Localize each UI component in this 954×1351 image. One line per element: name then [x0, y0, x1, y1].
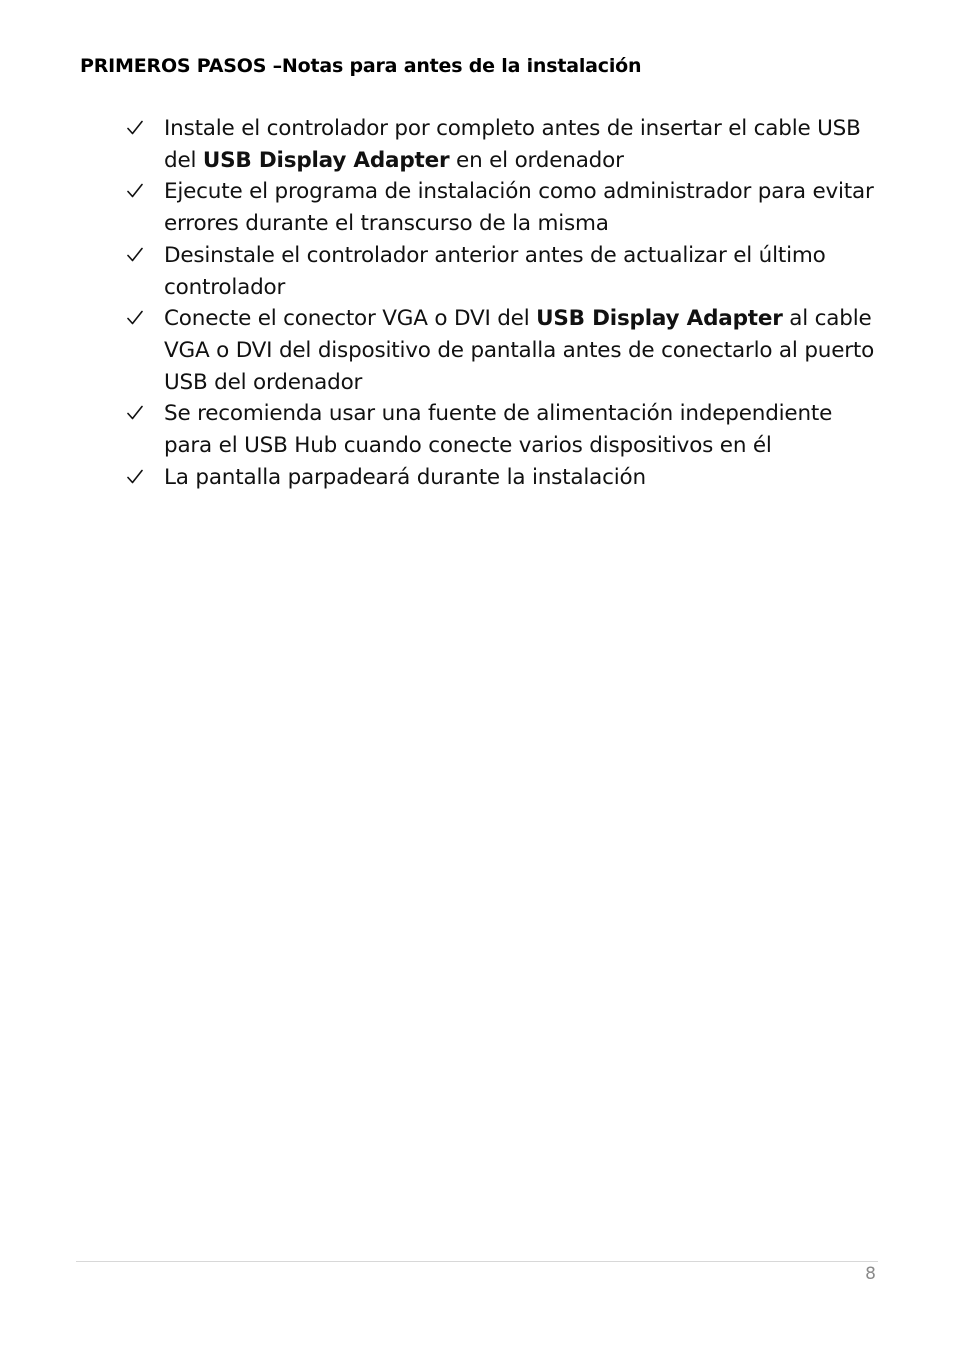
item-text: Desinstale el controlador anterior antes de actualizar el último controlador [164, 242, 826, 300]
checklist-item [126, 176, 882, 239]
checklist-item [126, 462, 882, 494]
checklist-item [126, 113, 882, 176]
checkmark-icon [126, 119, 144, 137]
page-number: 8 [865, 1264, 876, 1284]
item-text: La pantalla parpadeará durante la instalación [164, 464, 646, 490]
checkmark-icon [126, 468, 144, 486]
item-text: Conecte el conector VGA o DVI del [164, 306, 537, 332]
item-text: Ejecute el programa de instalación como administrador para evitar errores durante el transcurso de la misma [164, 179, 874, 237]
checklist [126, 113, 882, 493]
checkmark-icon [126, 309, 144, 327]
checklist-item [126, 303, 882, 398]
section-heading: PRIMEROS PASOS –Notas para antes de la instalación [80, 55, 642, 77]
checkmark-icon [126, 246, 144, 264]
checklist-item [126, 240, 882, 303]
product-name: USB Display Adapter [202, 147, 450, 173]
item-text: Se recomienda usar una fuente de alimentación independiente para el USB Hub cuando conecte varios dispositivos en él [164, 401, 833, 459]
checkmark-icon [126, 404, 144, 422]
product-name: USB Display Adapter [536, 306, 783, 332]
checklist-item [126, 398, 882, 461]
item-text: Instale el controlador por completo antes de insertar el cable USB del [164, 116, 861, 173]
item-text: en el ordenador [449, 147, 624, 173]
item-text: al cable VGA o DVI del dispositivo de pantalla antes de conectarlo al puerto USB del ordenador [164, 306, 875, 395]
checkmark-icon [126, 182, 144, 200]
footer-divider [76, 1261, 878, 1262]
